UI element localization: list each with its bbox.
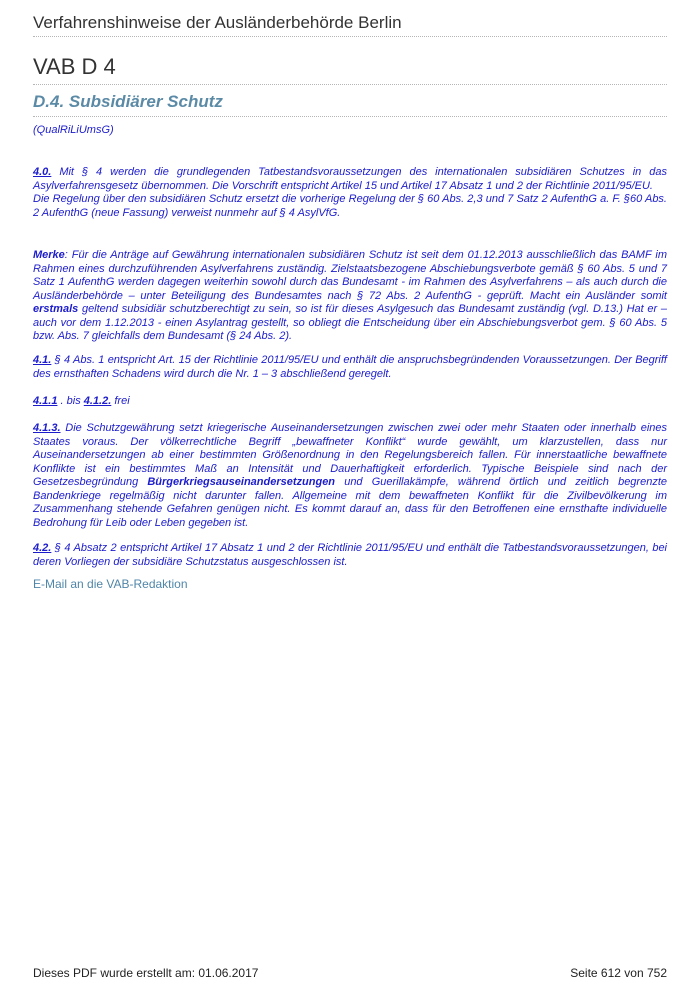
paragraph-text: frei bbox=[111, 395, 130, 407]
paragraph-text: § 4 Absatz 2 entspricht Artikel 17 Absatz 1 und 2 der Richtlinie 2011/95/EU und enthält die Tatbestandsvoraussetzungen, bei deren Vorliegen der subsidiäre Schutzstatus ausgeschlossen ist. bbox=[33, 542, 667, 568]
paragraph-ref-link[interactable]: 4.2. bbox=[33, 542, 52, 554]
paragraph-4-1-1 bbox=[33, 395, 667, 409]
document-id: VAB D 4 bbox=[33, 54, 116, 79]
footer-page-number: Seite 612 von 752 bbox=[570, 966, 667, 980]
header-title: Verfahrenshinweise der Ausländerbehörde Berlin bbox=[33, 13, 402, 32]
paragraph-4-2 bbox=[33, 542, 667, 569]
paragraph-text: § 4 Abs. 1 entspricht Art. 15 der Richtlinie 2011/95/EU und enthält die anspruchsbegründenden Voraussetzungen. Der Begriff des ernsthaften Schadens wird durch die Nr. 1 – 3 abschließend geregelt. bbox=[33, 354, 667, 380]
paragraph-ref-link[interactable]: 4.1.1 bbox=[33, 395, 58, 407]
section-divider bbox=[33, 116, 667, 117]
paragraph-4-1 bbox=[33, 354, 667, 381]
law-reference: (QualRiLiUmsG) bbox=[33, 124, 114, 136]
header-divider bbox=[33, 36, 667, 37]
emphasis-text: Bürgerkriegsauseinandersetzungen bbox=[147, 476, 336, 488]
section-title: D.4. Subsidiärer Schutz bbox=[33, 92, 223, 111]
paragraph-ref-link[interactable]: 4.1.3. bbox=[33, 422, 61, 434]
merke-note bbox=[33, 249, 667, 344]
paragraph-ref-link[interactable]: 4.0. bbox=[33, 166, 52, 178]
paragraph-4-1-3 bbox=[33, 422, 667, 530]
paragraph-text: und Guerillakämpfe, während örtlich und zeitlich begrenzte Bandenkriege regelmäßig nicht darunter fallen. Allgemeine mit dem bewaffneten Konflikt für die Zivilbevölkerung im Zusammenhang stehende Gefahren genügen nicht. Es kommt darauf an, dass für den Betroffenen eine ernsthafte individuelle Bedrohung für Leib oder Leben gegeben ist. bbox=[33, 476, 668, 529]
paragraph-4-0 bbox=[33, 166, 667, 220]
paragraph-text: geltend subsidiär schutzberechtigt zu sein, so ist für dieses Asylgesuch das Bundesamt zuständig (vgl. D.13.) Hat er – auch vor dem 1.12.2013 - einen Asylantrag gestellt, so obliegt die Entscheidung über ein Abschiebungsverbot gem. § 60 Abs. 5 bzw. Abs. 7 gleichfalls dem Bundesamt (§ 24 Abs. 2). bbox=[33, 303, 667, 342]
paragraph-text: : Für die Anträge auf Gewährung internationalen subsidiären Schutz ist seit dem 01.12.2013 ausschließlich das BAMF im Rahmen eines durchzuführenden Asylverfahrens zuständig. Zielstaatsbezogene Abschiebungsverbote gemäß § 60 Abs. 5 und 7 Satz 1 AufenthG werden dagegen weiterhin sowohl durch das Bundesamt - im Rahmen des Asylverfahrens – als auch durch die Ausländerbehörde – unter Beteiligung des Bundesamtes nach § 72 Abs. 2 AufenthG - geprüft. Macht ein Ausländer somit bbox=[33, 249, 667, 302]
paragraph-ref-link[interactable]: 4.1. bbox=[33, 354, 52, 366]
email-editors-link[interactable]: E-Mail an die VAB-Redaktion bbox=[33, 577, 188, 591]
paragraph-text: Die Regelung über den subsidiären Schutz ersetzt die vorherige Regelung der § 60 Abs. 2,3 und 7 Satz 2 AufenthG a. F. §60 Abs. 2 AufenthG (neue Fassung) verweist nunmehr auf § 4 AsylVfG. bbox=[33, 193, 667, 219]
paragraph-ref-link[interactable]: 4.1.2. bbox=[83, 395, 112, 407]
merke-label: Merke bbox=[33, 249, 65, 261]
footer-created-date: Dieses PDF wurde erstellt am: 01.06.2017 bbox=[33, 966, 259, 980]
paragraph-text: Mit § 4 werden die grundlegenden Tatbestandsvoraussetzungen des internationalen subsidiären Schutzes in das Asylverfahrensgesetz übernommen. Die Vorschrift entspricht Artikel 15 und Artikel 17 Absatz 1 und 2 der Richtlinie 2011/95/EU. bbox=[33, 166, 667, 192]
paragraph-text: . bis bbox=[57, 395, 84, 407]
paragraph-text: Die Schutzgewährung setzt kriegerische Auseinandersetzungen zwischen zwei oder mehr Staaten oder innerhalb eines Staates voraus. Der völkerrechtliche Begriff „bewaffneter Konflikt“ wurde gewählt, um klarzustellen, dass nur Auseinandersetzungen ab einer bestimmten Größenordnung in den Regelungsbereich fallen. Für innerstaatliche bewaffnete Konflikte ist ein bestimmtes Maß an Intensität und Dauerhaftigkeit erforderlich. Typische Beispiele sind nach der Gesetzesbegründung bbox=[33, 422, 667, 488]
emphasis-text: erstmals bbox=[33, 303, 79, 315]
title-divider bbox=[33, 84, 667, 85]
